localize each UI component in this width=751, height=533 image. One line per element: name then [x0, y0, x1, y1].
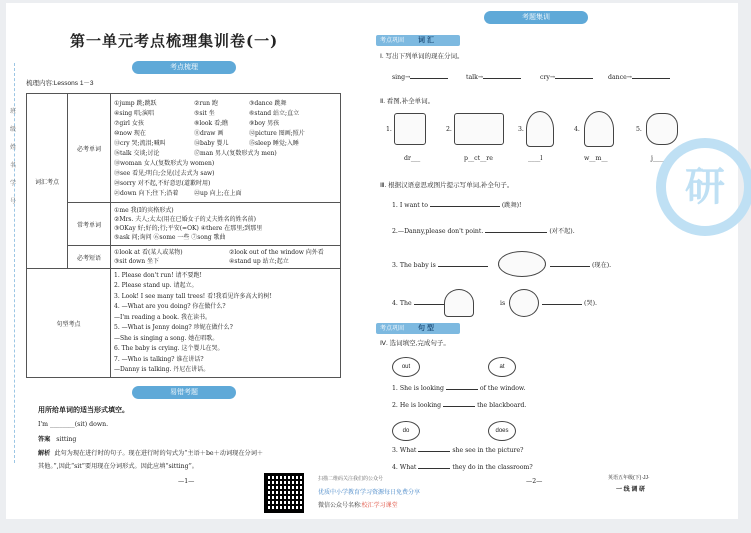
footer-label: 微信公众号名称:	[318, 503, 362, 509]
q3-item-3-end: (现在).	[550, 263, 611, 269]
must-word-item: ⑫picture 图画;照片	[249, 129, 305, 137]
q2-num-1: 1.	[386, 126, 392, 133]
common-word-cell	[111, 203, 341, 246]
sentence-section-bar: 考点巩固 句 型	[376, 323, 460, 334]
footer-brand: 一 线 调 研	[616, 487, 646, 493]
phrase-item: ①look at 看(某人或某物)	[114, 249, 183, 256]
scope-label: 梳理内容:Lessons 1－3	[26, 80, 94, 87]
section-pill-yicuo: 易错考题	[132, 386, 236, 399]
must-word-item: ⑦girl 女孩	[114, 119, 144, 127]
analysis-label: 解析	[38, 450, 51, 457]
analysis-line-1	[38, 451, 263, 457]
sentence-item: —She is singing a song. 她在唱歌。	[114, 334, 219, 342]
must-word-item	[249, 169, 337, 178]
must-word-item	[249, 159, 337, 168]
must-word-item: ③dance 跳舞	[249, 99, 287, 107]
cat-vocab: 词汇考点	[27, 94, 68, 269]
sub-phrase: 必考短语	[68, 246, 111, 269]
sub-must-word: 必考单词	[68, 94, 111, 203]
sentence-item: 5. —What is Jenny doing? 珍妮在做什么?	[114, 324, 233, 331]
q3-item-4-end: (哭).	[542, 301, 597, 307]
q3-item-4-mid: is	[500, 300, 506, 307]
must-word-item: ⑤sit 坐	[194, 109, 215, 117]
word-bubble-does: does	[488, 421, 516, 441]
footer-line-1: 扫描二维码关注我们的公众号	[318, 476, 384, 482]
must-word-item: ⑪draw 画	[194, 129, 224, 137]
page-number-1: —1—	[178, 478, 195, 485]
must-word-item: ⑭baby 婴儿	[194, 139, 229, 147]
footer-book-tag: 英语五年级(下)·JJ·	[608, 475, 650, 481]
word-bubble-do: do	[392, 421, 420, 441]
q3-item-1: 1. I want to (跳舞)!	[392, 202, 522, 209]
worksheet-page	[6, 3, 738, 519]
q4-item-4: 4. What they do in the classroom?	[392, 464, 533, 471]
common-word-item: ⑤ask 问;询问 ⑥some 一些 ⑦song 歌曲	[114, 234, 226, 241]
must-word-cell	[111, 94, 341, 203]
sentence-cell	[111, 269, 341, 378]
sub-common-word: 常考单词	[68, 203, 111, 246]
sentence-item: 7. —Who is talking? 谁在讲话?	[114, 355, 204, 363]
q4-item-2: 2. He is looking the blackboard.	[392, 402, 527, 409]
picture-jump	[646, 113, 678, 145]
phrase-item: ④stand up 站立;起立	[229, 258, 289, 265]
q2-num-2: 2.	[446, 126, 452, 133]
q3-item-4: 4. The	[392, 301, 450, 307]
phrase-item: ②look out of the window 向外看	[229, 249, 324, 256]
question-1: Ⅰ. 写出下列单词的现在分词。	[380, 53, 464, 60]
q2-num-5: 5.	[636, 126, 642, 133]
picture-frame	[454, 113, 504, 145]
error-question: 用所给单词的适当形式填空。	[38, 407, 129, 414]
common-word-item: ③OKay 好;好的;行;平安(=OK) ④there 在那里;到那里	[114, 225, 263, 232]
answer-line	[38, 437, 76, 443]
q1-word-4: dance→	[608, 75, 670, 81]
sentence-item: 4. —What are you doing? 你在做什么?	[114, 303, 226, 310]
picture-crying-icon	[509, 289, 539, 317]
must-word-item	[194, 179, 249, 188]
sentence-item: —Danny is talking. 丹尼在讲话。	[114, 366, 210, 373]
q2-num-4: 4.	[574, 126, 580, 133]
picture-girl	[526, 111, 554, 147]
must-word-list	[114, 99, 337, 198]
must-word-item: ⑳sorry 对不起,不好意思(道歉时用)	[114, 179, 211, 187]
must-word-item: ⑱woman 女人(复数形式为 women)	[114, 159, 215, 167]
review-table	[26, 93, 341, 378]
must-word-item: ㉑down 向下;往下;沿着	[114, 189, 179, 197]
must-word-item: ⑯talk 交谈;讨论	[114, 149, 160, 157]
must-word-item	[249, 179, 337, 188]
binding-labels: 班 级 姓 名 学 号	[9, 108, 16, 205]
must-word-item: ㉒up 向上;在上面	[194, 189, 242, 197]
footer-line-2: 优质中小学教育学习资源每日免费分享	[318, 490, 421, 496]
must-word-item: ②run 跑	[194, 99, 218, 107]
footer-account: 校汇学习课堂	[361, 503, 398, 509]
word-bubble-out: out	[392, 357, 420, 377]
common-word-item: ②Mrs. 夫人;太太(用在已婚女子的丈夫姓名的姓名前)	[114, 216, 256, 223]
sentence-item: 6. The baby is crying. 这个婴儿在哭。	[114, 345, 224, 352]
q1-word-1: sing→	[392, 75, 448, 81]
q1-word-2: talk→	[466, 75, 521, 81]
must-word-item: ⑲see 看见;明白;会见(过去式为 saw)	[114, 169, 215, 177]
phrase-cell	[111, 246, 341, 269]
error-sentence: I'm ________(sit) down.	[38, 421, 109, 428]
must-word-item: ①jump 跳;跳跃	[114, 99, 157, 107]
q4-item-1: 1. She is looking of the window.	[392, 385, 526, 392]
q4-item-3: 3. What she see in the picture?	[392, 447, 524, 454]
answer-value: sitting	[56, 436, 77, 443]
picture-woman	[584, 111, 614, 147]
sentence-item: 2. Please stand up. 请起立。	[114, 282, 198, 289]
picture-draw	[394, 113, 426, 145]
qr-code	[264, 473, 304, 513]
question-3: Ⅲ. 根据汉语意思或图片提示写单词,补全句子。	[380, 182, 514, 189]
phrase-item: ③sit down 坐下	[114, 258, 160, 265]
picture-sleeping-baby	[498, 251, 546, 277]
must-word-item	[194, 159, 249, 168]
must-word-item: ⑨boy 男孩	[249, 119, 280, 127]
sentence-item: 1. Please don't run! 请不要跑!	[114, 271, 202, 279]
q2-word-4: w__m__	[584, 155, 608, 162]
must-word-item	[249, 149, 337, 158]
footer-line-3	[318, 503, 398, 509]
q2-num-3: 3.	[518, 126, 524, 133]
q3-item-2: 2.—Danny,please don't point. (对不起).	[392, 228, 575, 235]
must-word-item: ⑬cry 哭;流泪;喊叫	[114, 139, 166, 147]
answer-label: 答案	[38, 436, 51, 443]
cat-sentence: 句型考点	[27, 269, 111, 378]
analysis-text-1: 此句为现在进行时的句子。现在进行时的句式为“主语＋be＋动词现在分词＋	[54, 450, 264, 457]
must-word-item	[249, 189, 337, 198]
q2-word-3: ____l	[528, 155, 543, 162]
q2-word-1: dr___	[404, 155, 421, 162]
sentence-item: —I'm reading a book. 我在读书。	[114, 313, 211, 321]
page-title: 第一单元考点梳理集训卷(一)	[70, 32, 279, 50]
question-4: Ⅳ. 选词填空,完成句子。	[380, 340, 450, 347]
q3-item-3: 3. The baby is	[392, 263, 488, 269]
section-pill-kaodian: 考点梳理	[132, 61, 236, 74]
must-word-item: ⑩now 现在	[114, 129, 146, 137]
must-word-item: ⑰man 男人(复数形式为 men)	[194, 149, 277, 157]
analysis-line-2: 其他。”,因此“sit”要用现在分词形式。因此应填“sitting”。	[38, 463, 198, 470]
q2-word-5: j_____p	[651, 155, 673, 162]
common-word-item: ①me 我(I的宾格形式)	[114, 207, 174, 214]
must-word-item: ⑥stand 站立;直立	[249, 109, 300, 117]
sentence-item: 3. Look! I see many tall trees! 看!我看见许多高大的树!	[114, 292, 272, 300]
vocab-section-bar: 考点巩固 词 汇	[376, 35, 460, 46]
q2-word-2: p__ct__re	[464, 155, 493, 162]
must-word-item: ⑧look 看;瞧	[194, 119, 229, 127]
word-bubble-at: at	[488, 357, 516, 377]
picture-crying-man	[444, 289, 474, 317]
must-word-item	[194, 169, 249, 178]
page-number-2: —2—	[526, 478, 543, 485]
question-2: Ⅱ. 看图,补全单词。	[380, 98, 435, 105]
must-word-item: ⑮sleep 睡觉;入睡	[249, 139, 299, 147]
q1-word-3: cry→	[540, 75, 593, 81]
watermark-stamp: 研	[656, 138, 751, 236]
must-word-item: ④sing 唱;演唱	[114, 109, 155, 117]
section-pill-kaoti: 考题集训	[484, 11, 588, 24]
